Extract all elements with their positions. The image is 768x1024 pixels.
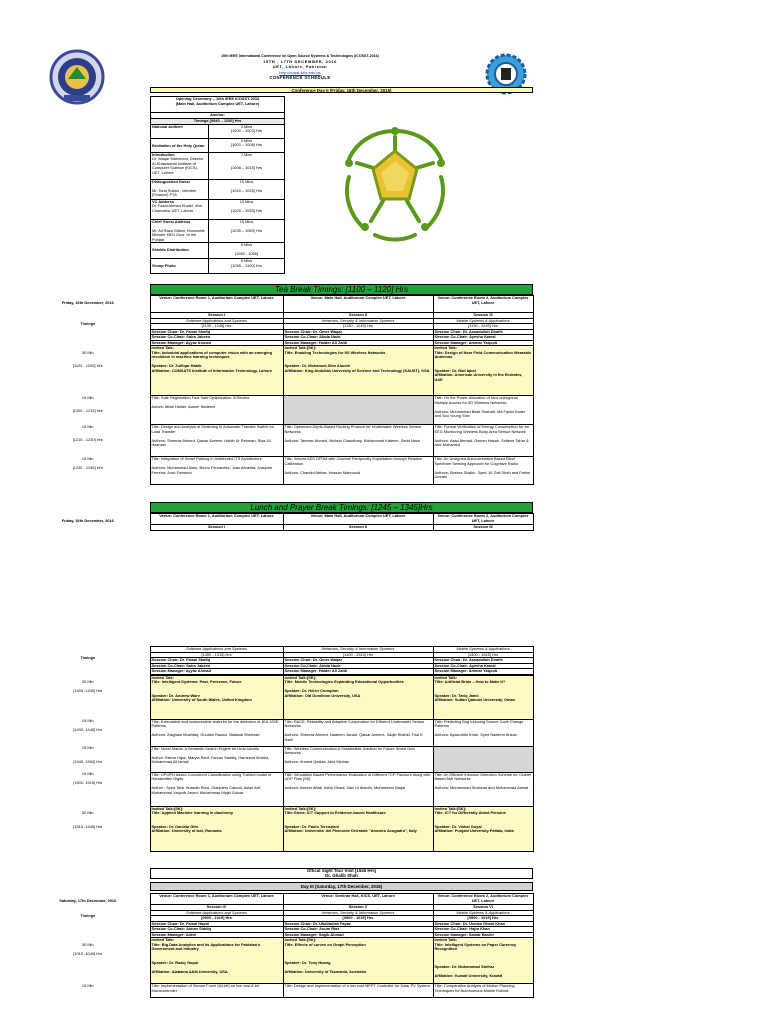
schedule-cell: [1400 - 1515] Hrs bbox=[150, 652, 283, 658]
schedule-cell: Session Co-Chair: Saira Jabeen bbox=[150, 663, 283, 669]
schedule-cell: Title: Design and Implementation of a low cost MPPT Controller for Solar PV System bbox=[283, 984, 433, 998]
schedule-cell: Session Manager: Ayyaz Ahmad bbox=[150, 340, 283, 346]
schedule-cell: Session Manager: Haider Ali Zaidi bbox=[283, 669, 433, 675]
schedule-cell: Invited Talk:[SK]: Title:Glens: ICT Support to Evidence-based Healthcare Speaker: Dr. Paolo Terenziani Affiliation: Universita' del Piemonte Orientale "Amedeo Avogadro", Italy bbox=[283, 806, 433, 851]
schedule-cell: National Anthem bbox=[151, 124, 209, 138]
schedule-cell: Title: Wireless Communication A Sustainable Solution for Future Smart Grid Networks Authors: Ahmed Qasbia, Abid Minhas bbox=[283, 746, 433, 772]
schedule-cell: Venue: Conference Room 2, Auditorium Complex UET, Lahore bbox=[433, 514, 533, 525]
schedule-cell: Venue: Conference Room 1, Auditorium Complex UET, Lahore bbox=[150, 894, 283, 905]
invited-talk-row bbox=[26, 675, 533, 719]
day2-morning-sessions bbox=[26, 295, 534, 485]
schedule-cell: Title: Design and Analysis of Switching In Automatic Transfer Switch for Load Transfer Authors: Sheeraz Ahmed, Qaisar Azeemi, Habib Ur Rehman, Riaz-Ul- Hasnain bbox=[150, 425, 283, 457]
schedule-cell: Software Applications and Systems bbox=[150, 318, 283, 324]
schedule-cell: Venue: Main Hall, Auditorium Complex UET, Lahore bbox=[283, 514, 433, 525]
schedule-cell: Timings bbox=[80, 320, 96, 326]
sightseeing-note: Offical Sight Tour Visit [1545 Hrs] Dr. Ghalib Shah bbox=[150, 868, 533, 879]
venue-row bbox=[26, 894, 533, 905]
ceremony-row bbox=[151, 199, 285, 219]
schedule-cell: Invited Talk:[SK]: Title: ICT for Differently Abled Persons Speaker: Dr. Vishal Goyal Affiliation: Punjabi University Patiala, India bbox=[433, 806, 533, 851]
schedule-cell: Venue: Conference Room 2, Auditorium Complex UET, Lahore bbox=[433, 894, 533, 905]
schedule-cell: 30 Min [1515 -1545] Hrs bbox=[73, 810, 103, 829]
opening-title: Opening Ceremony – 10th IEEE ICOSST-2016 (Main Hall, Auditorium Complex UET, Lahore) bbox=[151, 97, 285, 113]
schedule-cell: Title: Simulation Based Performance Evaluation of Different TCP Flavours along with UDP Flow [SK] Authors: Azeem Aftab, Azfar Ghani, Zain Ul Abedin, Muhtasimm Baqar bbox=[283, 772, 433, 806]
schedule-cell: Session V bbox=[283, 905, 433, 911]
schedule-cell: [1130 - 1245] Hrs bbox=[150, 324, 283, 330]
schedule-cell: VC Address Dr. Fazal Ahmad Khalid, Vice Chancellor UET, Lahore bbox=[151, 199, 209, 219]
schedule-cell: Title: Optimized Depth-Based Routing Protocol for Underwater Wireless Sensor Networks Authors: Tanveer Ahmed, Mohsin Chaudhary, Mohammad Kaleem, Sadd Nazir bbox=[283, 425, 433, 457]
schedule-cell: Invited Talk: Title: Industrial applications of computer vision with an emerging revolution in machine learning techniques Speaker: Dr. Zulfiqar Habib Affiliation: COMSATS Institute of Information Technology, Lahore bbox=[150, 346, 283, 396]
schedule-cell: Invited Talk: Title: Intelligent Systems: Past, Presence, Future Speaker: Dr. Andrew Ware Affiliation: University of South Wales, United Kingdom bbox=[150, 675, 283, 719]
schedule-cell: 15 Min [1230 - 1245] Hrs bbox=[72, 456, 103, 470]
schedule-title: CONFERENCE SCHEDULE bbox=[269, 74, 331, 80]
schedule-cell bbox=[283, 396, 433, 425]
schedule-cell: Venue: Seminar Hall, KICS, UET, Lahore bbox=[283, 894, 433, 905]
schedule-cell: [1130 - 1245] Hrs bbox=[283, 324, 433, 330]
ceremony-row bbox=[151, 243, 285, 259]
schedule-cell: Session Chair: Dr. Usman Ghani Khan bbox=[433, 921, 533, 927]
schedule-cell: Chief Guest Address Mr. Ali Raza Gillani, Honorable Minister HED Govt. of the Punjab bbox=[151, 219, 209, 243]
conference-link[interactable]: http://icosst.kics.edu.pk bbox=[279, 69, 321, 75]
schedule-cell: Session Manager: Samar Bashir bbox=[433, 932, 533, 938]
schedule-cell: Title: GPGPU based Concurrent Classification using Trained model of Handwritten Digits Author : Syed Tahir Hussain Rizvi, Gianpiero Cabodi, Aslan Arif, Muhammad Yaqoob Javed, Muhammad Majid Gulzar bbox=[150, 772, 283, 806]
schedule-cell: Networks, Security & Information Systems bbox=[283, 910, 433, 916]
ceremony-row bbox=[151, 124, 285, 138]
opening-ceremony-table bbox=[150, 96, 285, 274]
schedule-cell: 15 Min [1500- 1515] Hrs bbox=[73, 772, 103, 785]
schedule-cell: Session I bbox=[150, 525, 283, 531]
schedule-cell: [1400 - 1515] Hrs bbox=[433, 652, 533, 658]
schedule-cell: [0900 - 1015] Hrs bbox=[433, 916, 533, 922]
schedule-cell: Software Applications and Systems bbox=[150, 910, 283, 916]
schedule-cell: Title: Comparative Analysis of Motion Planning Techniques for Autonomous Mobile Robots bbox=[433, 984, 533, 998]
schedule-cell: 3 Mins [1000 – 1003] Hrs bbox=[209, 124, 285, 138]
schedule-cell: Session Manager: Adeel bbox=[150, 932, 283, 938]
schedule-cell: Mobile Systems & Applications bbox=[433, 647, 533, 653]
schedule-cell: Title: Formal Verification of Energy Consumption for an EEG Monitoring Wireless Body Area Sensor Network Authors: Asad Ahmad, Osman Hasan, Sofiene Tahar & Amr Mohamed bbox=[433, 425, 533, 457]
conference-dates: 15TH - 17TH DECEMBER, 2016 bbox=[263, 59, 337, 65]
schedule-cell: 15 Min bbox=[81, 983, 94, 988]
schedule-cell: [1400 - 1515] Hrs bbox=[283, 652, 433, 658]
schedule-cell: [0900 - 1015] Hrs bbox=[283, 916, 433, 922]
schedule-cell: 5 Mins [1055 – 1100] Hrs bbox=[209, 259, 285, 274]
schedule-cell: Recitation of the Holy Quran bbox=[151, 138, 209, 152]
schedule-cell: 15 Min [1430- 1445] Hrs bbox=[73, 719, 103, 732]
schedule-cell: 5 Mins [1003 – 1008] Hrs bbox=[209, 138, 285, 152]
schedule-cell: 30 Min [1400 -1430] Hrs bbox=[73, 679, 103, 693]
schedule-cell: Mobile Systems & Applications bbox=[433, 318, 533, 324]
schedule-cell bbox=[433, 746, 533, 772]
opening-timing: Timings [0940 – 1100] Hrs bbox=[151, 118, 285, 124]
schedule-cell: Invited Talk: Title: Intelligent Systems on Paper Currency Recognition Speaker: Dr. Muhammad Sarfraz Affiliation: Kuwait University, Kuwait bbox=[433, 938, 533, 984]
schedule-cell: Distinguished Guest Mr. Tariq Sultan , Member (Finance) PTA bbox=[151, 179, 209, 199]
schedule-cell: Venue: Main Hall, Auditorium Complex UET, Lahore bbox=[283, 296, 433, 313]
paper-row bbox=[26, 457, 533, 485]
paper-row bbox=[26, 746, 533, 772]
day-two-band: Conference Day II (Friday, 16th December, 2016) bbox=[150, 87, 533, 93]
schedule-cell: Session IV bbox=[150, 905, 283, 911]
schedule-cell: Title: RACE: Reliability and Adaptive Cooperation for Efficient Underwater Sensor Networks Authors: Sheeraz Ahmed, Nadeem Javaid, Qaisar Azeemi, Saqib Shahid, Fazl E Hadi bbox=[283, 719, 433, 746]
schedule-cell: Session Chair: Dr. Faisal Shafiq bbox=[150, 658, 283, 664]
schedule-cell: 10 Mins [1015 – 1025] Hrs bbox=[209, 179, 285, 199]
day2-afternoon-header bbox=[26, 513, 534, 531]
ceremony-row bbox=[151, 152, 285, 179]
schedule-cell: Title: Predicting Bug Inducing Source Code Change Patterns Authors: Ayazuddin Khan, Syed Nadeem Ahsan bbox=[433, 719, 533, 746]
schedule-cell: Session III bbox=[433, 313, 533, 319]
left-logo bbox=[48, 47, 106, 107]
schedule-cell: Title: Integration of Smart Parking in Distributed ITS Architecture Authors: Muhammad Alam, Bruno Fernandes, Joao Almeida, Joaquim Ferreira, Jose Fonseca bbox=[150, 457, 283, 485]
schedule-cell: Session Chair: Dr. Faisal Hayat bbox=[150, 921, 283, 927]
schedule-cell: Group Photo bbox=[151, 259, 209, 274]
schedule-cell: Networks, Security & Information Systems bbox=[283, 318, 433, 324]
venue-row bbox=[26, 296, 533, 313]
schedule-cell: Session Co-Chair: Aiman Siddiq bbox=[150, 927, 283, 933]
schedule-cell: Session Co-Chair: Hajra Khan bbox=[433, 927, 533, 933]
schedule-cell: Session Manager: Ammar Yaqoob bbox=[433, 340, 533, 346]
schedule-cell: 5 Mins [1050 - 1055] bbox=[209, 243, 285, 259]
paper-row bbox=[26, 719, 533, 746]
schedule-cell: [0900 - 1015] Hrs bbox=[150, 916, 283, 922]
opening-anchor: Anchor: bbox=[151, 113, 285, 119]
schedule-cell: Mobile Systems & Applications bbox=[433, 910, 533, 916]
schedule-cell: [1130 - 1245] Hrs bbox=[433, 324, 533, 330]
schedule-cell: Title: Novel Mania: A Semantic Search Engine for Urdu Novels Author: Bisma Hijaz, Maryia Rauf, Farzan Saddiq, Hameeza Ahmed, Muhammad Ali Ismail bbox=[150, 746, 283, 772]
schedule-cell: Session III bbox=[433, 525, 533, 531]
schedule-cell: Friday, 16th December, 2016 bbox=[61, 517, 114, 523]
schedule-cell: Title: Extendable and customizable features for the detection of JEA J2EE Patterns Authors: Zaigham Mushtaq, Ghulam Rasool, Balawal Shehzad bbox=[150, 719, 283, 746]
schedule-cell: Session Manager: Ammar Yaqoob bbox=[433, 669, 533, 675]
ceremony-row bbox=[151, 219, 285, 243]
schedule-cell: Venue: Conference Room 1, Auditorium Complex UET, Lahore bbox=[150, 514, 283, 525]
schedule-cell: 15 Mins [1035 – 1050] Hrs bbox=[209, 219, 285, 243]
schedule-cell: Networks, Security & Information Systems bbox=[283, 647, 433, 653]
schedule-cell: Title: On the Power Allocation of Non-orthogonal Multiple Access for 5G Wireless Networks Authors: Muhammad Basit Shahab, Md Fazlul Kader and Soo Young Shin bbox=[433, 396, 533, 425]
schedule-cell: Session VI bbox=[433, 905, 533, 911]
schedule-cell: Shields Distribution bbox=[151, 243, 209, 259]
conference-header bbox=[150, 54, 450, 80]
schedule-cell: Timings bbox=[80, 912, 96, 918]
conference-emblem bbox=[335, 117, 455, 247]
schedule-cell: Introduction Dr. Waqar Mahmood, Director Al-Khawarizmi Institute of Computer Science (KICS), UET, Lahore bbox=[151, 152, 209, 179]
ceremony-row bbox=[151, 179, 285, 199]
invited-talk-row bbox=[26, 938, 533, 984]
invited-talk-row bbox=[26, 346, 533, 396]
schedule-cell: Invited Talk:[SK]: Title: Mobile Technologies Expanding Educational Opportunities Speaker: Dr. Helen Crompton Affiliation: Old Dominion University, USA bbox=[283, 675, 433, 719]
schedule-cell: Invited Talk: Title: Big Data Analytics and its Applications for Pakistan's Government and Industry Speaker: Dr. Raziq Yaqub Affiliation: Alabama A&M University, USA bbox=[150, 938, 283, 984]
schedule-cell: Session Manager: Haider Ali Zaidi bbox=[283, 340, 433, 346]
schedule-cell: 10 Mins [1025 – 1035] Hrs bbox=[209, 199, 285, 219]
schedule-cell: 30 Min [1120 - 1200] Hrs bbox=[72, 349, 103, 368]
conference-location: UET, Lahore, Pakistan bbox=[272, 64, 328, 70]
schedule-cell: Session II bbox=[283, 313, 433, 319]
schedule-cell: Title: An Unsigned Autocorrelation Based Blind Spectrum Sensing Approach for Cognitive Radio Authors: Bushra Shaikh, Syed. M. Zafi Shah and Fahim Umrani bbox=[433, 457, 533, 485]
schedule-cell: Session Chair: Dr. Assadullah Dhaifs bbox=[433, 329, 533, 335]
day2-afternoon-sessions bbox=[26, 646, 534, 852]
ceremony-row bbox=[151, 138, 285, 152]
schedule-cell: Invited Talk: Title: Artificial Brain – How to Make It? Speaker: Dr. Tariq Jamil Affiliation: Sultan Qaboos University, Oman bbox=[433, 675, 533, 719]
paper-row bbox=[26, 984, 533, 998]
schedule-cell: Session Co-Chair: Abida Nazir bbox=[283, 335, 433, 341]
schedule-cell: Session Manager: Ayyaz Ahmad bbox=[150, 669, 283, 675]
paper-row bbox=[26, 396, 533, 425]
schedule-cell: Invited Talk:[SK]: Title: Effects of curves on Graph Perception Speaker: Dr. Tony Huang Affiliation: University of Tasmania, Australia bbox=[283, 938, 433, 984]
schedule-cell: Invited Talk: Title: Design of Near Field Communication Wearable Antennas Speaker: Dr. Rad Iqbal Affiliation: American University in the Emirates, UAE bbox=[433, 346, 533, 396]
paper-row bbox=[26, 425, 533, 457]
schedule-cell: Session Co-Chair: Ayesha Kamal bbox=[433, 663, 533, 669]
tea-break-band: Tea Break Timings: [1100 – 1120] Hrs bbox=[150, 284, 533, 295]
schedule-cell: 15 Min [1200 - 1215] Hrs bbox=[72, 395, 103, 413]
schedule-cell: Venue: Conference Room 1, Auditorium Complex UET, Lahore bbox=[150, 296, 283, 313]
day-three-band: Day III (Saturday, 17th December, 2016) bbox=[150, 882, 533, 891]
schedule-cell: 15 Min [1445- 1500] Hrs bbox=[73, 746, 103, 764]
schedule-cell: Software Applications and Systems bbox=[150, 647, 283, 653]
schedule-cell: Session II bbox=[283, 525, 433, 531]
schedule-cell: Session Chair: Dr. Ubaidullah Fayaz bbox=[283, 921, 433, 927]
schedule-cell: 15 Min [1215 - 1230] Hrs bbox=[72, 424, 103, 442]
schedule-cell: 30 Min [1015 -1040] Hrs bbox=[73, 941, 103, 956]
ceremony-row bbox=[151, 259, 285, 274]
conference-title: 10th IEEE International Conference on Open Source Systems & Technologies (ICOSST-2016) bbox=[221, 54, 379, 58]
schedule-cell bbox=[26, 525, 150, 531]
schedule-cell: 7 Mins [1008 – 1015] Hrs bbox=[209, 152, 285, 179]
schedule-cell: Title: An Efficient Intrusion Detection Scheme for Cluster Based AMI Networks Authors: Muhammad Shahzad and Muhammad Ashraf bbox=[433, 772, 533, 806]
day3-sessions bbox=[26, 893, 534, 998]
schedule-cell: Session I bbox=[150, 313, 283, 319]
schedule-cell: Invited Talk:[SK]: Title: Enabling Technologies for 5G Wireless Networks Speaker: Dr. Mohamed-Slim Alouini Affiliation: King Abdullah University of Science and Technology (KAUST), KSA bbox=[283, 346, 433, 396]
schedule-cell: Saturday, 17th December, 2016 bbox=[59, 897, 117, 903]
schedule-cell: Session Chair: Dr. Faisal Shafiq bbox=[150, 329, 283, 335]
lunch-break-band: Lunch and Prayer Break Timings: [1245 – 1345]Hrs bbox=[150, 502, 533, 513]
paper-row bbox=[26, 772, 533, 806]
invited-talk-row bbox=[26, 806, 533, 851]
schedule-cell: Session Co-Chair: Anum Riaz bbox=[283, 927, 433, 933]
schedule-cell: Session Co-Chair: Saira Jabeen bbox=[150, 335, 283, 341]
schedule-cell: Session Co-Chair: Ayesha Kamal bbox=[433, 335, 533, 341]
schedule-cell: Title: Safe Registration Fast Safe Optimization: A Review Autors: Aftab Haider, Aamer Nadeem bbox=[150, 396, 283, 425]
schedule-cell: Title: Implementation of Secure Force (64-bit) on low cost 8-bit Microcontroller bbox=[150, 984, 283, 998]
schedule-cell: Session Chair: Dr. Omer Waqar bbox=[283, 658, 433, 664]
schedule-cell: Timings bbox=[80, 654, 96, 660]
schedule-cell: Session Chair: Dr. Assadullah Dhaifs bbox=[433, 658, 533, 664]
schedule-cell: Friday, 16th December, 2016 bbox=[61, 299, 114, 305]
schedule-cell: Title: Secure AES OFDM with Channel Reciprocity Exploitation through Relative Calibration Authors: Chandni Abbas, Hassan Mahmood bbox=[283, 457, 433, 485]
schedule-cell: Session Manager: Sagib Ahmad bbox=[283, 932, 433, 938]
schedule-cell: Session Co-Chair: Abida Nazir bbox=[283, 663, 433, 669]
schedule-cell: Invited Talk:[SK]: Title: Applied Machine learning in diachrony Speaker: Dr. Daniela Gifu Affiliation: University of Iasi, Romania bbox=[150, 806, 283, 851]
schedule-cell: Session Chair: Dr. Omer Waqar bbox=[283, 329, 433, 335]
schedule-cell: Venue: Conference Room 2, Auditorium Complex UET, Lahore bbox=[433, 296, 533, 313]
